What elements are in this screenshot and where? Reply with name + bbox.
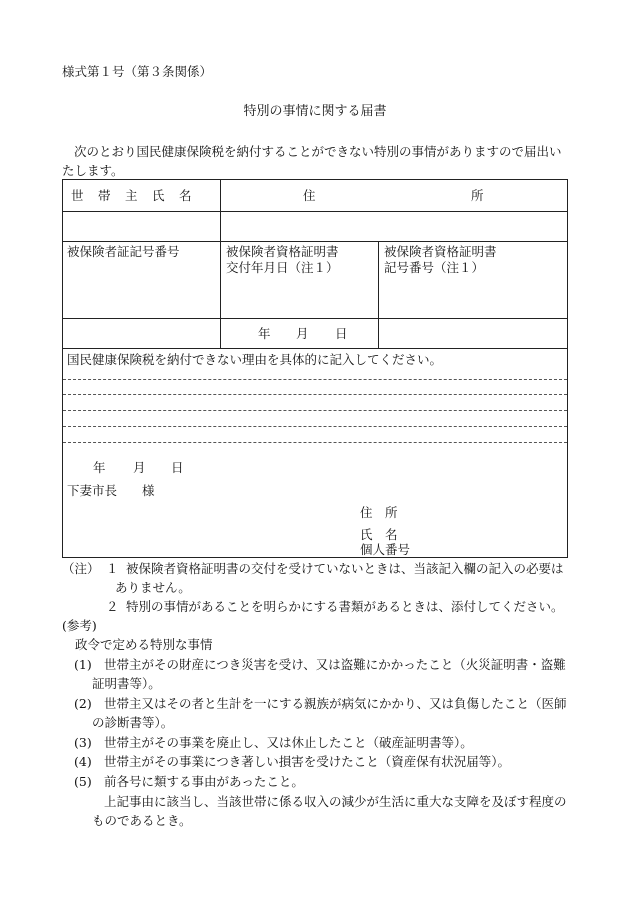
cert-date-label: 被保険者資格証明書 <box>226 244 339 259</box>
cert-date-year: 年 <box>258 326 271 341</box>
applicant-id-label: 個人番号 <box>360 542 411 557</box>
reference-closing: 上記事由に該当し、当該世帯に係る収入の減少が生活に重大な支障を及ぼす程度の <box>104 794 567 809</box>
sign-date-month: 月 <box>133 460 146 475</box>
note-1-text-2: ありません。 <box>115 580 191 595</box>
reference-closing-2: ものであるとき。 <box>92 813 192 828</box>
reference-item-number: (1) <box>74 657 92 672</box>
householder-name-field[interactable] <box>64 213 218 239</box>
address-label: 住 <box>303 188 316 203</box>
row-divider <box>63 211 567 212</box>
reference-item-text: 前各号に類する事由があったこと。 <box>104 774 304 789</box>
reason-line[interactable] <box>63 410 567 411</box>
row-divider <box>63 318 567 319</box>
reference-item-number: (4) <box>74 754 92 769</box>
reference-item-text-2: 証明書等）。 <box>92 676 161 691</box>
householder-name-label: 世 帯 主 氏 名 <box>71 188 193 203</box>
cert-date-day: 日 <box>335 326 348 341</box>
addressee: 下妻市長 様 <box>67 483 155 498</box>
reference-item-text: 世帯主がその事業を廃止し、又は休止したこと（破産証明書等）。 <box>104 735 473 750</box>
reference-item-text: 世帯主がその財産につき災害を受け、又は盗難にかかったこと（火災証明書・盗難 <box>104 657 566 672</box>
address-field[interactable] <box>222 213 566 239</box>
cert-number-field[interactable] <box>380 320 566 346</box>
applicant-name-label: 氏 名 <box>360 527 398 542</box>
note-2-text: 特別の事情があることを明らかにする書類があるときは、添付してください。 <box>126 599 564 614</box>
insured-number-field[interactable] <box>64 320 218 346</box>
cert-date-label-2: 交付年月日（注１） <box>226 260 339 275</box>
intro-text: 次のとおり国民健康保険税を納付することができない特別の事情がありますので届出いたします。 <box>62 144 562 178</box>
reason-line[interactable] <box>63 379 567 380</box>
row-divider <box>63 241 567 242</box>
reference-heading: (参考) <box>62 618 97 633</box>
cert-date-month: 月 <box>296 326 309 341</box>
document-title: 特別の事情に関する届書 <box>243 104 387 119</box>
form-id: 様式第１号（第３条関係） <box>62 64 213 79</box>
column-divider <box>220 180 221 348</box>
reason-line[interactable] <box>63 426 567 427</box>
reference-item-number: (3) <box>74 735 92 750</box>
sign-date-day: 日 <box>171 460 184 475</box>
applicant-address-label: 住 所 <box>360 505 398 520</box>
reference-item-text: 世帯主又はその者と生計を一にする親族が病気にかかり、又は負傷したこと（医師 <box>104 696 567 711</box>
cert-number-label: 被保険者資格証明書 <box>384 244 497 259</box>
reference-item-text: 世帯主がその事業につき著しい損害を受けたこと（資産保有状況届等）。 <box>104 754 511 769</box>
reason-line[interactable] <box>63 442 567 443</box>
reference-subheading: 政令で定める特別な事情 <box>75 637 213 652</box>
reference-item-number: (5) <box>74 774 92 789</box>
reason-label: 国民健康保険税を納付できない理由を具体的に記入してください。 <box>67 352 443 367</box>
column-divider <box>378 241 379 348</box>
reference-item-text-2: の診断書等）。 <box>92 715 174 730</box>
note-1-number: １ <box>106 561 119 576</box>
note-1-text: 被保険者資格証明書の交付を受けていないときは、当該記入欄の記入の必要は <box>126 561 564 576</box>
address-label-2: 所 <box>471 188 484 203</box>
notes-prefix: （注） <box>62 561 100 576</box>
insured-number-label: 被保険者証記号番号 <box>67 244 180 259</box>
form-table <box>62 179 568 558</box>
reason-line[interactable] <box>63 394 567 395</box>
row-divider <box>63 348 567 349</box>
reference-item-number: (2) <box>74 696 92 711</box>
note-2-number: ２ <box>106 599 119 614</box>
cert-number-label-2: 記号番号（注１） <box>384 260 485 275</box>
sign-date-year: 年 <box>93 460 106 475</box>
